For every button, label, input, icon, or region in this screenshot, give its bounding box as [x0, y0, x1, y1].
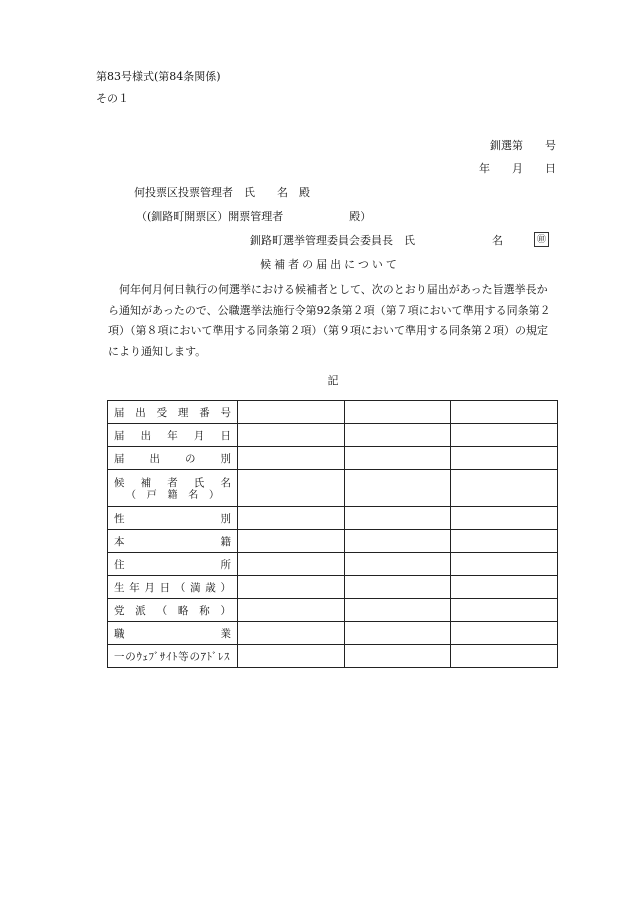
- entry-cell[interactable]: [238, 424, 345, 447]
- entry-cell[interactable]: [451, 622, 558, 645]
- entry-cell[interactable]: [451, 401, 558, 424]
- entry-cell[interactable]: [451, 576, 558, 599]
- table-row: [108, 470, 558, 507]
- row-label-cell: [108, 599, 238, 622]
- row-label: 候補者氏名: [114, 476, 231, 489]
- table-row: [108, 576, 558, 599]
- entry-cell[interactable]: [238, 622, 345, 645]
- entry-cell[interactable]: [238, 401, 345, 424]
- entry-cell[interactable]: [344, 599, 451, 622]
- table-row: [108, 447, 558, 470]
- seal-icon: ㊞: [534, 232, 549, 247]
- row-label: 届出の別: [114, 452, 231, 465]
- row-label-cell: [108, 645, 238, 668]
- form-number: 第83号様式(第84条関係): [96, 70, 221, 83]
- table-row: [108, 622, 558, 645]
- body-paragraph: 何年何月何日執行の何選挙における候補者として、次のとおり届出があった旨選挙長から通知があったので、公職選挙法施行令第92条第２項（第７項において準用する同条第２項）（第８項において準用する同条第２項）（第９項において準用する同条第２項）の規定により通知します。: [108, 283, 551, 358]
- row-label: 生年月日（満歳）: [114, 581, 231, 594]
- entry-cell[interactable]: [344, 553, 451, 576]
- entry-cell[interactable]: [344, 622, 451, 645]
- entry-cell[interactable]: [238, 447, 345, 470]
- document-heading: 候補者の届出について: [260, 258, 400, 271]
- row-label-cell: [108, 507, 238, 530]
- row-label: 住所: [114, 558, 231, 571]
- row-label: 性別: [114, 512, 231, 525]
- table-row: [108, 553, 558, 576]
- row-label-cell: [108, 553, 238, 576]
- entry-cell[interactable]: [344, 576, 451, 599]
- candidate-table: [107, 400, 558, 668]
- table-row: [108, 401, 558, 424]
- table-row: [108, 645, 558, 668]
- entry-cell[interactable]: [451, 447, 558, 470]
- entry-cell[interactable]: [238, 553, 345, 576]
- entry-cell[interactable]: [344, 530, 451, 553]
- row-label-cell: [108, 447, 238, 470]
- table-row: [108, 424, 558, 447]
- entry-cell[interactable]: [451, 599, 558, 622]
- table-row: [108, 599, 558, 622]
- table-body: [108, 401, 558, 668]
- addressee-counting-manager: （(釧路町開票区）開票管理者 殿）: [136, 210, 372, 223]
- entry-cell[interactable]: [451, 645, 558, 668]
- row-label-cell: [108, 576, 238, 599]
- entry-cell[interactable]: [238, 470, 345, 507]
- reference-number: 釧選第 号: [490, 139, 556, 152]
- row-label-cell: [108, 530, 238, 553]
- row-label-cell: [108, 401, 238, 424]
- sender-line: 釧路町選挙管理委員会委員長 氏 名: [250, 234, 503, 247]
- row-label-cell: [108, 470, 238, 507]
- entry-cell[interactable]: [451, 470, 558, 507]
- row-label-cell: [108, 622, 238, 645]
- entry-cell[interactable]: [238, 507, 345, 530]
- row-label: 届出受理番号: [114, 406, 231, 419]
- entry-cell[interactable]: [451, 507, 558, 530]
- entry-cell[interactable]: [344, 507, 451, 530]
- row-label: 届出年月日: [114, 429, 231, 442]
- entry-cell[interactable]: [344, 645, 451, 668]
- entry-cell[interactable]: [344, 424, 451, 447]
- entry-cell[interactable]: [344, 401, 451, 424]
- entry-cell[interactable]: [238, 576, 345, 599]
- entry-cell[interactable]: [344, 470, 451, 507]
- entry-cell[interactable]: [451, 424, 558, 447]
- date-line: 年 月 日: [479, 162, 556, 175]
- row-label: 一のｳｪﾌﾞｻｲﾄ等のｱﾄﾞﾚｽ: [114, 650, 231, 663]
- row-label: 職業: [114, 627, 231, 640]
- row-label-cell: [108, 424, 238, 447]
- entry-cell[interactable]: [238, 530, 345, 553]
- row-label: 党派（略称）: [114, 604, 231, 617]
- table-row: [108, 507, 558, 530]
- row-sublabel: （戸籍名）: [126, 489, 219, 501]
- table-row: [108, 530, 558, 553]
- form-subtitle: その１: [96, 92, 129, 105]
- entry-cell[interactable]: [451, 553, 558, 576]
- entry-cell[interactable]: [451, 530, 558, 553]
- entry-cell[interactable]: [238, 599, 345, 622]
- addressee-polling-manager: 何投票区投票管理者 氏 名 殿: [134, 186, 310, 199]
- entry-cell[interactable]: [344, 447, 451, 470]
- entry-cell[interactable]: [238, 645, 345, 668]
- ki-marker: 記: [327, 374, 339, 387]
- row-label: 本籍: [114, 535, 231, 548]
